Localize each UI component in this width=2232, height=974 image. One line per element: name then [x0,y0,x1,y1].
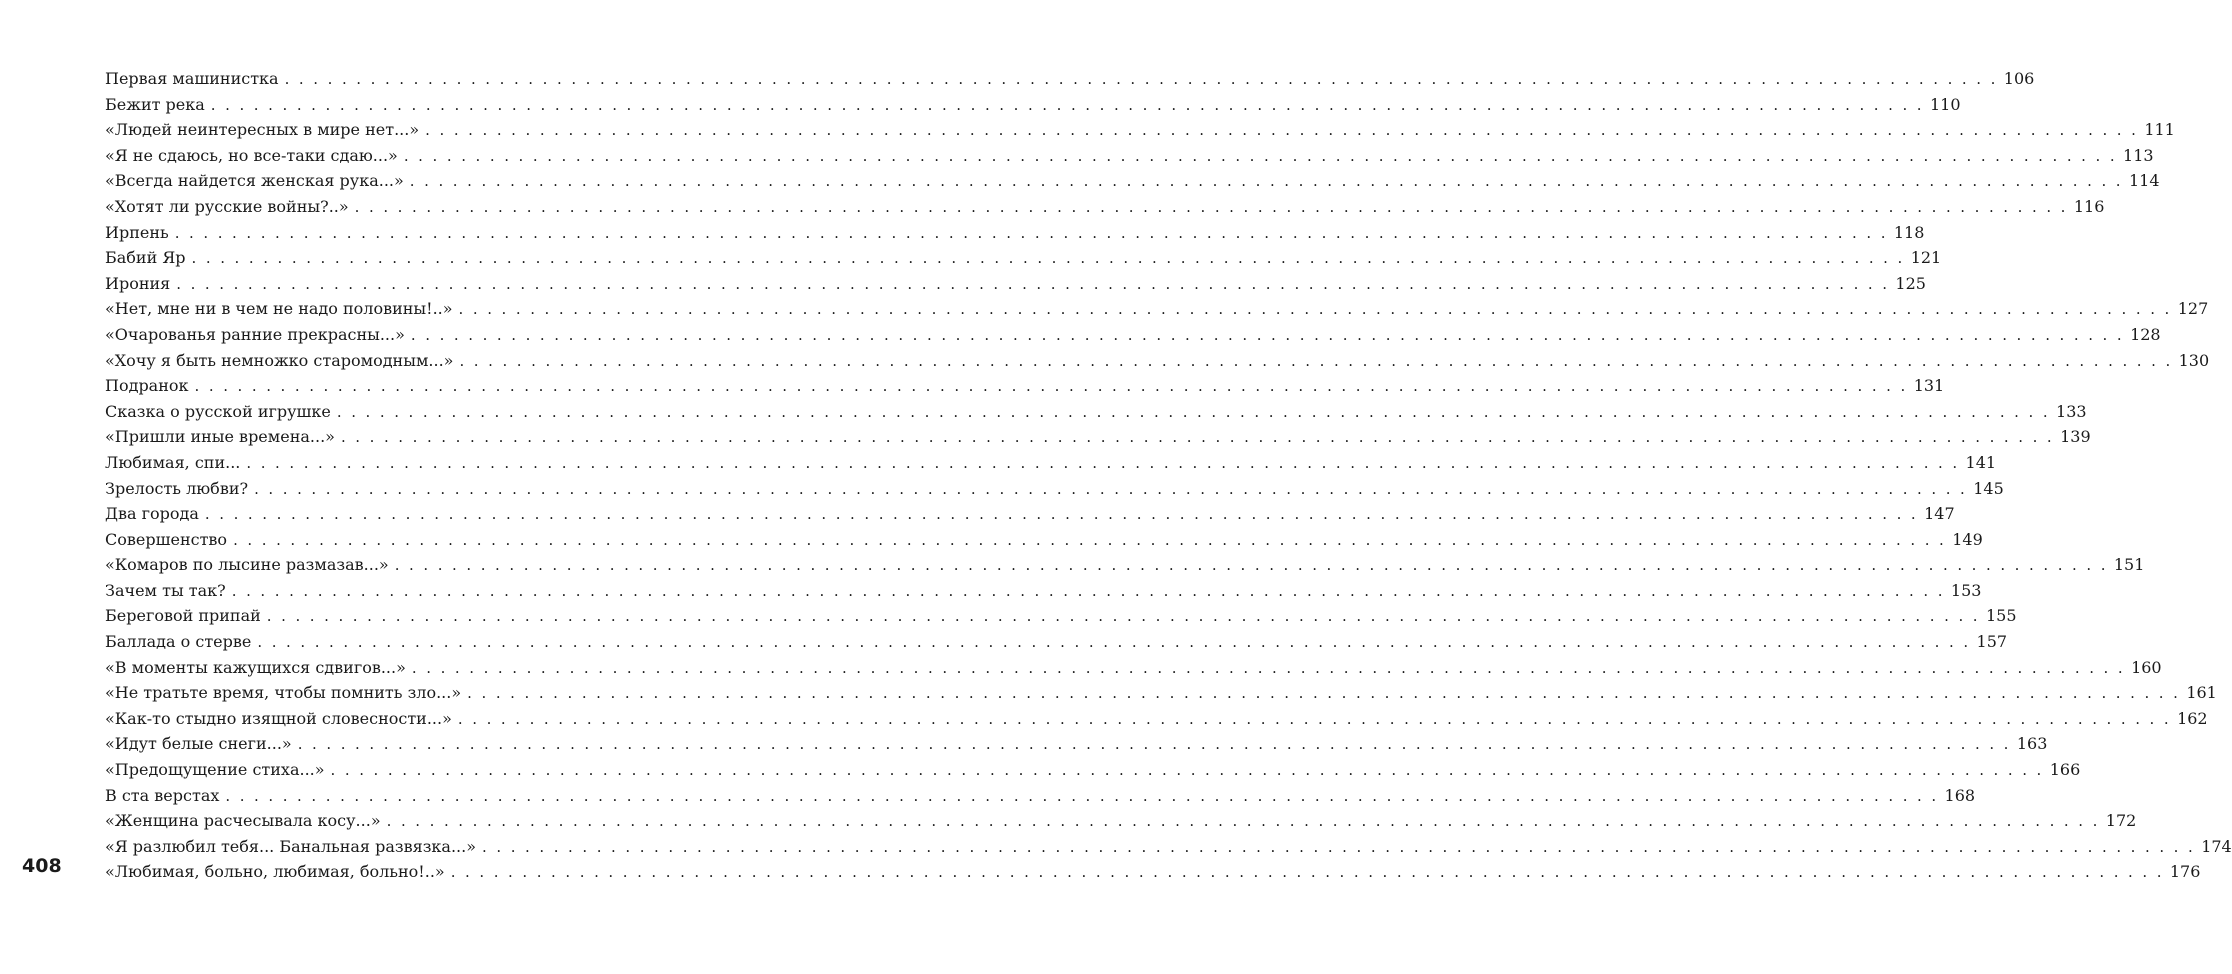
toc-dot-leader: . . . . . . . . . . . . . . . . . . . . . . . . . . . . . . . . . . . . . . . . . . . . . . . . . . . . . . . . . . . . . . . . . . . . . . . . . . . . . . . . . . . . . . . . . . . . . . . . . . . . . . . . . . . . . . . . . . . . . . . . [458,300,2172,319]
toc-entry-page: 130 [2178,350,2210,370]
toc-entry [105,757,2081,783]
toc-entry-page: 114 [2128,171,2160,191]
toc-entry [105,450,1997,476]
toc-entry-page: 172 [2105,811,2137,831]
toc-entry-title: «Хотят ли русские войны?..» [105,196,349,216]
toc-entry-page: 110 [1929,94,1961,114]
toc-entry [105,552,2145,578]
toc-entry-title: «Как-то стыдно изящной словесности...» [105,708,452,728]
toc-dot-leader: . . . . . . . . . . . . . . . . . . . . . . . . . . . . . . . . . . . . . . . . . . . . . . . . . . . . . . . . . . . . . . . . . . . . . . . . . . . . . . . . . . . . . . . . . . . . . . . . . . . . . . . . . . . . . . . . . . . . . . . . [297,735,2011,754]
toc-dot-leader: . . . . . . . . . . . . . . . . . . . . . . . . . . . . . . . . . . . . . . . . . . . . . . . . . . . . . . . . . . . . . . . . . . . . . . . . . . . . . . . . . . . . . . . . . . . . . . . . . . . . . . . . . . . . . . . . . . . . . . . . [225,786,1939,805]
toc-entry [105,271,1926,297]
toc-dot-leader: . . . . . . . . . . . . . . . . . . . . . . . . . . . . . . . . . . . . . . . . . . . . . . . . . . . . . . . . . . . . . . . . . . . . . . . . . . . . . . . . . . . . . . . . . . . . . . . . . . . . . . . . . . . . . . . . . . . . . . . . [246,453,1960,472]
toc-entry [105,424,2091,450]
toc-entry [105,834,2232,860]
toc-entry-title: «Я не сдаюсь, но все-таки сдаю...» [105,145,398,165]
toc-entry-page: 157 [1976,632,2008,652]
toc-entry [105,578,1982,604]
toc-entry [105,399,2087,425]
toc-dot-leader: . . . . . . . . . . . . . . . . . . . . . . . . . . . . . . . . . . . . . . . . . . . . . . . . . . . . . . . . . . . . . . . . . . . . . . . . . . . . . . . . . . . . . . . . . . . . . . . . . . . . . . . . . . . . . . . . . . . . . . . . [467,684,2181,703]
toc-entry [105,629,2008,655]
toc-entry [105,66,2035,92]
toc-entry-page: 176 [2169,862,2201,882]
toc-entry-title: «Я разлюбил тебя... Банальная развязка...» [105,836,477,856]
toc-dot-leader: . . . . . . . . . . . . . . . . . . . . . . . . . . . . . . . . . . . . . . . . . . . . . . . . . . . . . . . . . . . . . . . . . . . . . . . . . . . . . . . . . . . . . . . . . . . . . . . . . . . . . . . . . . . . . . . . . . . . . . . . [284,70,1998,88]
toc-entry-page: 128 [2130,324,2161,344]
toc-entry [105,143,2154,169]
toc-entry-title: Баллада о стерве [105,632,252,652]
toc-dot-leader: . . . . . . . . . . . . . . . . . . . . . . . . . . . . . . . . . . . . . . . . . . . . . . . . . . . . . . . . . . . . . . . . . . . . . . . . . . . . . . . . . . . . . . . . . . . . . . . . . . . . . . . . . . . . . . . . . . . . . . . . [482,837,2196,856]
toc-dot-leader: . . . . . . . . . . . . . . . . . . . . . . . . . . . . . . . . . . . . . . . . . . . . . . . . . . . . . . . . . . . . . . . . . . . . . . . . . . . . . . . . . . . . . . . . . . . . . . . . . . . . . . . . . . . . . . . . . . . . . . . . [254,479,1968,498]
toc-entry [105,731,2048,757]
toc-entry-page: 139 [2060,427,2091,447]
toc-entry-title: Два города [105,504,199,524]
toc-entry-page: 147 [1924,504,1955,524]
toc-entry [105,373,1945,399]
toc-entry [105,194,2105,220]
toc-entry-title: Бабий Яр [105,248,186,268]
toc-dot-leader: . . . . . . . . . . . . . . . . . . . . . . . . . . . . . . . . . . . . . . . . . . . . . . . . . . . . . . . . . . . . . . . . . . . . . . . . . . . . . . . . . . . . . . . . . . . . . . . . . . . . . . . . . . . . . . . . . . . . . . . . [410,325,2125,344]
toc-entry [105,322,2161,348]
toc-dot-leader: . . . . . . . . . . . . . . . . . . . . . . . . . . . . . . . . . . . . . . . . . . . . . . . . . . . . . . . . . . . . . . . . . . . . . . . . . . . . . . . . . . . . . . . . . . . . . . . . . . . . . . . . . . . . . . . . . . . . . . . . [174,223,1888,242]
table-of-contents [105,66,2232,885]
toc-entry-page: 141 [1965,452,1997,472]
toc-entry-title: Зрелость любви? [105,478,249,498]
toc-dot-leader: . . . . . . . . . . . . . . . . . . . . . . . . . . . . . . . . . . . . . . . . . . . . . . . . . . . . . . . . . . . . . . . . . . . . . . . . . . . . . . . . . . . . . . . . . . . . . . . . . . . . . . . . . . . . . . . . . . . . . . . . [233,530,1947,549]
toc-entry-title: Подранок [105,376,189,396]
toc-dot-leader: . . . . . . . . . . . . . . . . . . . . . . . . . . . . . . . . . . . . . . . . . . . . . . . . . . . . . . . . . . . . . . . . . . . . . . . . . . . . . . . . . . . . . . . . . . . . . . . . . . . . . . . . . . . . . . . . . . . . . . . . [266,607,1980,626]
toc-entry-page: 160 [2131,657,2162,677]
toc-entry-page: 161 [2186,683,2217,703]
toc-entry [105,527,1983,553]
toc-entry-title: В ста верстах [105,785,220,805]
toc-entry-title: «В моменты кажущихся сдвигов...» [105,657,406,677]
toc-entry-title: «Любимая, больно, любимая, больно!..» [105,862,445,882]
toc-entry-page: 162 [2177,708,2208,728]
toc-entry-title: Ирония [105,273,171,293]
toc-entry-title: Первая машинистка [105,69,279,88]
toc-entry-title: «Всегда найдется женская рука...» [105,171,404,191]
toc-entry-page: 133 [2056,401,2087,421]
toc-entry-page: 166 [2049,760,2081,780]
toc-entry-title: «Нет, мне ни в чем не надо половины!..» [105,299,453,319]
page-number: 408 [22,855,62,877]
toc-entry-page: 149 [1952,529,1983,549]
toc-entry-page: 116 [2073,196,2105,216]
toc-entry [105,220,1925,246]
toc-dot-leader: . . . . . . . . . . . . . . . . . . . . . . . . . . . . . . . . . . . . . . . . . . . . . . . . . . . . . . . . . . . . . . . . . . . . . . . . . . . . . . . . . . . . . . . . . . . . . . . . . . . . . . . . . . . . . . . . . . . . . . . . [403,146,2118,165]
toc-entry [105,808,2137,834]
toc-entry [105,117,2175,143]
toc-entry-title: Зачем ты так? [105,580,226,600]
toc-entry [105,859,2201,885]
toc-dot-leader: . . . . . . . . . . . . . . . . . . . . . . . . . . . . . . . . . . . . . . . . . . . . . . . . . . . . . . . . . . . . . . . . . . . . . . . . . . . . . . . . . . . . . . . . . . . . . . . . . . . . . . . . . . . . . . . . . . . . . . . . [231,581,1945,600]
toc-entry [105,296,2209,322]
toc-entry-page: 121 [1910,248,1942,268]
toc-entry-title: «Женщина расчесывала косу...» [105,811,381,831]
toc-dot-leader: . . . . . . . . . . . . . . . . . . . . . . . . . . . . . . . . . . . . . . . . . . . . . . . . . . . . . . . . . . . . . . . . . . . . . . . . . . . . . . . . . . . . . . . . . . . . . . . . . . . . . . . . . . . . . . . . . . . . . . . . [354,197,2068,216]
toc-entry-title: «Комаров по лысине размазав...» [105,555,389,575]
toc-entry [105,245,1942,271]
toc-dot-leader: . . . . . . . . . . . . . . . . . . . . . . . . . . . . . . . . . . . . . . . . . . . . . . . . . . . . . . . . . . . . . . . . . . . . . . . . . . . . . . . . . . . . . . . . . . . . . . . . . . . . . . . . . . . . . . . . . . . . . . . . [425,121,2139,140]
toc-entry [105,706,2208,732]
toc-entry [105,655,2162,681]
toc-entry-title: Совершенство [105,529,228,549]
toc-entry [105,680,2217,706]
toc-dot-leader: . . . . . . . . . . . . . . . . . . . . . . . . . . . . . . . . . . . . . . . . . . . . . . . . . . . . . . . . . . . . . . . . . . . . . . . . . . . . . . . . . . . . . . . . . . . . . . . . . . . . . . . . . . . . . . . . . . . . . . . . [257,633,1971,652]
toc-entry-page: 174 [2201,836,2232,856]
toc-dot-leader: . . . . . . . . . . . . . . . . . . . . . . . . . . . . . . . . . . . . . . . . . . . . . . . . . . . . . . . . . . . . . . . . . . . . . . . . . . . . . . . . . . . . . . . . . . . . . . . . . . . . . . . . . . . . . . . . . . . . . . . . [450,863,2164,882]
toc-dot-leader: . . . . . . . . . . . . . . . . . . . . . . . . . . . . . . . . . . . . . . . . . . . . . . . . . . . . . . . . . . . . . . . . . . . . . . . . . . . . . . . . . . . . . . . . . . . . . . . . . . . . . . . . . . . . . . . . . . . . . . . . [409,172,2123,191]
toc-entry-page: 155 [1985,606,2017,626]
toc-dot-leader: . . . . . . . . . . . . . . . . . . . . . . . . . . . . . . . . . . . . . . . . . . . . . . . . . . . . . . . . . . . . . . . . . . . . . . . . . . . . . . . . . . . . . . . . . . . . . . . . . . . . . . . . . . . . . . . . . . . . . . . . [210,95,1924,114]
toc-entry-page: 145 [1973,478,2004,498]
toc-entry-page: 168 [1944,785,1976,805]
toc-entry-title: «Людей неинтересных в мире нет...» [105,120,420,140]
toc-dot-leader: . . . . . . . . . . . . . . . . . . . . . . . . . . . . . . . . . . . . . . . . . . . . . . . . . . . . . . . . . . . . . . . . . . . . . . . . . . . . . . . . . . . . . . . . . . . . . . . . . . . . . . . . . . . . . . . . . . . . . . . . [386,812,2100,831]
toc-dot-leader: . . . . . . . . . . . . . . . . . . . . . . . . . . . . . . . . . . . . . . . . . . . . . . . . . . . . . . . . . . . . . . . . . . . . . . . . . . . . . . . . . . . . . . . . . . . . . . . . . . . . . . . . . . . . . . . . . . . . . . . . [394,556,2108,575]
toc-entry-title: «Предощущение стиха...» [105,760,325,780]
toc-dot-leader: . . . . . . . . . . . . . . . . . . . . . . . . . . . . . . . . . . . . . . . . . . . . . . . . . . . . . . . . . . . . . . . . . . . . . . . . . . . . . . . . . . . . . . . . . . . . . . . . . . . . . . . . . . . . . . . . . . . . . . . . [330,761,2044,780]
toc-entry-title: «Пришли иные времена...» [105,427,335,447]
toc-dot-leader: . . . . . . . . . . . . . . . . . . . . . . . . . . . . . . . . . . . . . . . . . . . . . . . . . . . . . . . . . . . . . . . . . . . . . . . . . . . . . . . . . . . . . . . . . . . . . . . . . . . . . . . . . . . . . . . . . . . . . . . . [457,709,2172,728]
toc-dot-leader: . . . . . . . . . . . . . . . . . . . . . . . . . . . . . . . . . . . . . . . . . . . . . . . . . . . . . . . . . . . . . . . . . . . . . . . . . . . . . . . . . . . . . . . . . . . . . . . . . . . . . . . . . . . . . . . . . . . . . . . . [194,377,1908,396]
toc-entry-title: «Очарованья ранние прекрасны...» [105,324,405,344]
toc-entry [105,501,1955,527]
toc-entry-page: 151 [2113,555,2145,575]
toc-entry-page: 106 [2003,69,2035,88]
toc-entry-page: 163 [2016,734,2048,754]
toc-entry [105,603,2017,629]
toc-entry [105,783,1976,809]
toc-dot-leader: . . . . . . . . . . . . . . . . . . . . . . . . . . . . . . . . . . . . . . . . . . . . . . . . . . . . . . . . . . . . . . . . . . . . . . . . . . . . . . . . . . . . . . . . . . . . . . . . . . . . . . . . . . . . . . . . . . . . . . . . [176,274,1890,293]
toc-entry [105,476,2004,502]
toc-dot-leader: . . . . . . . . . . . . . . . . . . . . . . . . . . . . . . . . . . . . . . . . . . . . . . . . . . . . . . . . . . . . . . . . . . . . . . . . . . . . . . . . . . . . . . . . . . . . . . . . . . . . . . . . . . . . . . . . . . . . . . . . [340,428,2055,447]
toc-dot-leader: . . . . . . . . . . . . . . . . . . . . . . . . . . . . . . . . . . . . . . . . . . . . . . . . . . . . . . . . . . . . . . . . . . . . . . . . . . . . . . . . . . . . . . . . . . . . . . . . . . . . . . . . . . . . . . . . . . . . . . . . [191,249,1905,268]
toc-entry-page: 127 [2177,299,2209,319]
toc-entry-title: Сказка о русской игрушке [105,401,331,421]
toc-entry-page: 118 [1893,222,1925,242]
toc-entry-title: Береговой припай [105,606,261,626]
toc-entry [105,92,1961,118]
toc-entry-title: «Хочу я быть немножко старомодным...» [105,350,454,370]
toc-entry [105,348,2210,374]
toc-entry-page: 153 [1950,580,1982,600]
toc-entry-title: Ирпень [105,222,169,242]
toc-entry-page: 125 [1895,273,1926,293]
toc-dot-leader: . . . . . . . . . . . . . . . . . . . . . . . . . . . . . . . . . . . . . . . . . . . . . . . . . . . . . . . . . . . . . . . . . . . . . . . . . . . . . . . . . . . . . . . . . . . . . . . . . . . . . . . . . . . . . . . . . . . . . . . . [336,402,2051,421]
toc-entry [105,168,2160,194]
toc-entry-title: Любимая, спи... [105,452,241,472]
toc-entry-page: 113 [2123,145,2154,165]
toc-entry-title: Бежит река [105,94,205,114]
toc-entry-page: 131 [1913,376,1945,396]
toc-entry-title: «Не тратьте время, чтобы помнить зло...» [105,683,462,703]
toc-entry-page: 111 [2144,120,2175,140]
toc-entry-title: «Идут белые снеги...» [105,734,292,754]
toc-dot-leader: . . . . . . . . . . . . . . . . . . . . . . . . . . . . . . . . . . . . . . . . . . . . . . . . . . . . . . . . . . . . . . . . . . . . . . . . . . . . . . . . . . . . . . . . . . . . . . . . . . . . . . . . . . . . . . . . . . . . . . . . [459,351,2173,370]
toc-dot-leader: . . . . . . . . . . . . . . . . . . . . . . . . . . . . . . . . . . . . . . . . . . . . . . . . . . . . . . . . . . . . . . . . . . . . . . . . . . . . . . . . . . . . . . . . . . . . . . . . . . . . . . . . . . . . . . . . . . . . . . . . [204,505,1919,524]
toc-dot-leader: . . . . . . . . . . . . . . . . . . . . . . . . . . . . . . . . . . . . . . . . . . . . . . . . . . . . . . . . . . . . . . . . . . . . . . . . . . . . . . . . . . . . . . . . . . . . . . . . . . . . . . . . . . . . . . . . . . . . . . . . [411,658,2126,677]
